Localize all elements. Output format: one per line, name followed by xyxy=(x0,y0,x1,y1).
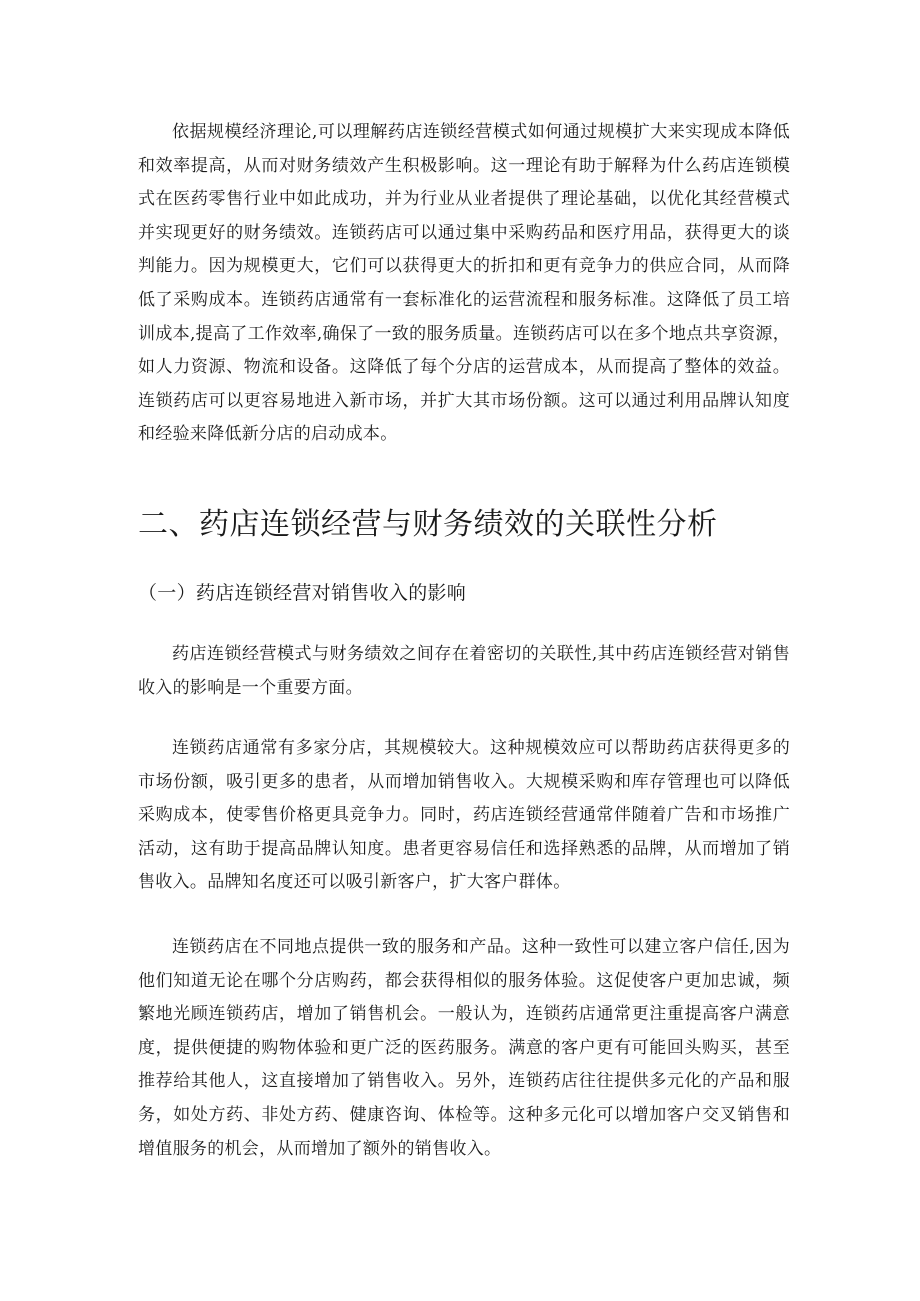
paragraph-economies-of-scale: 依据规模经济理论,可以理解药店连锁经营模式如何通过规模扩大来实现成本降低和效率提高，从而对财务绩效产生积极影响。这一理论有助于解释为什么药店连锁模式在医药零售行业中如此成功，并为行业从业者提供了理论基础，以优化其经营模式并实现更好的财务绩效。连锁药店可以通过集中采购药品和医疗用品，获得更大的谈判能力。因为规模更大，它们可以获得更大的折扣和更有竞争力的供应合同，从而降低了采购成本。连锁药店通常有一套标准化的运营流程和服务标准。这降低了员工培训成本,提高了工作效率,确保了一致的服务质量。连锁药店可以在多个地点共享资源，如人力资源、物流和设备。这降低了每个分店的运营成本，从而提高了整体的效益。连锁药店可以更容易地进入新市场，并扩大其市场份额。这可以通过利用品牌认知度和经验来降低新分店的启动成本。 xyxy=(138,122,790,445)
paragraph-consistency: 连锁药店在不同地点提供一致的服务和产品。这种一致性可以建立客户信任,因为他们知道无论在哪个分店购药，都会获得相似的服务体验。这促使客户更加忠诚，频繁地光顾连锁药店，增加了销售机会。一般认为，连锁药店通常更注重提高客户满意度，提供便捷的购物体验和更广泛的医药服务。满意的客户更有可能回头购买，甚至推荐给其他人，这直接增加了销售收入。另外，连锁药店往往提供多元化的产品和服务，如处方药、非处方药、健康咨询、体检等。这种多元化可以增加客户交叉销售和增值服务的机会，从而增加了额外的销售收入。 xyxy=(138,937,790,1159)
section-heading: 二、药店连锁经营与财务绩效的关联性分析 xyxy=(138,507,718,542)
paragraph-intro: 药店连锁经营模式与财务绩效之间存在着密切的关联性,其中药店连锁经营对销售收入的影响是一个重要方面。 xyxy=(138,644,790,698)
paragraph-scale-effect: 连锁药店通常有多家分店，其规模较大。这种规模效应可以帮助药店获得更多的市场份额，吸引更多的患者，从而增加销售收入。大规模采购和库存管理也可以降低采购成本，使零售价格更具竞争力。同时，药店连锁经营通常伴随着广告和市场推广活动，这有助于提高品牌认知度。患者更容易信任和选择熟悉的品牌，从而增加了销售收入。品牌知名度还可以吸引新客户，扩大客户群体。 xyxy=(138,738,790,893)
subsection-heading: （一）药店连锁经营对销售收入的影响 xyxy=(138,582,467,604)
